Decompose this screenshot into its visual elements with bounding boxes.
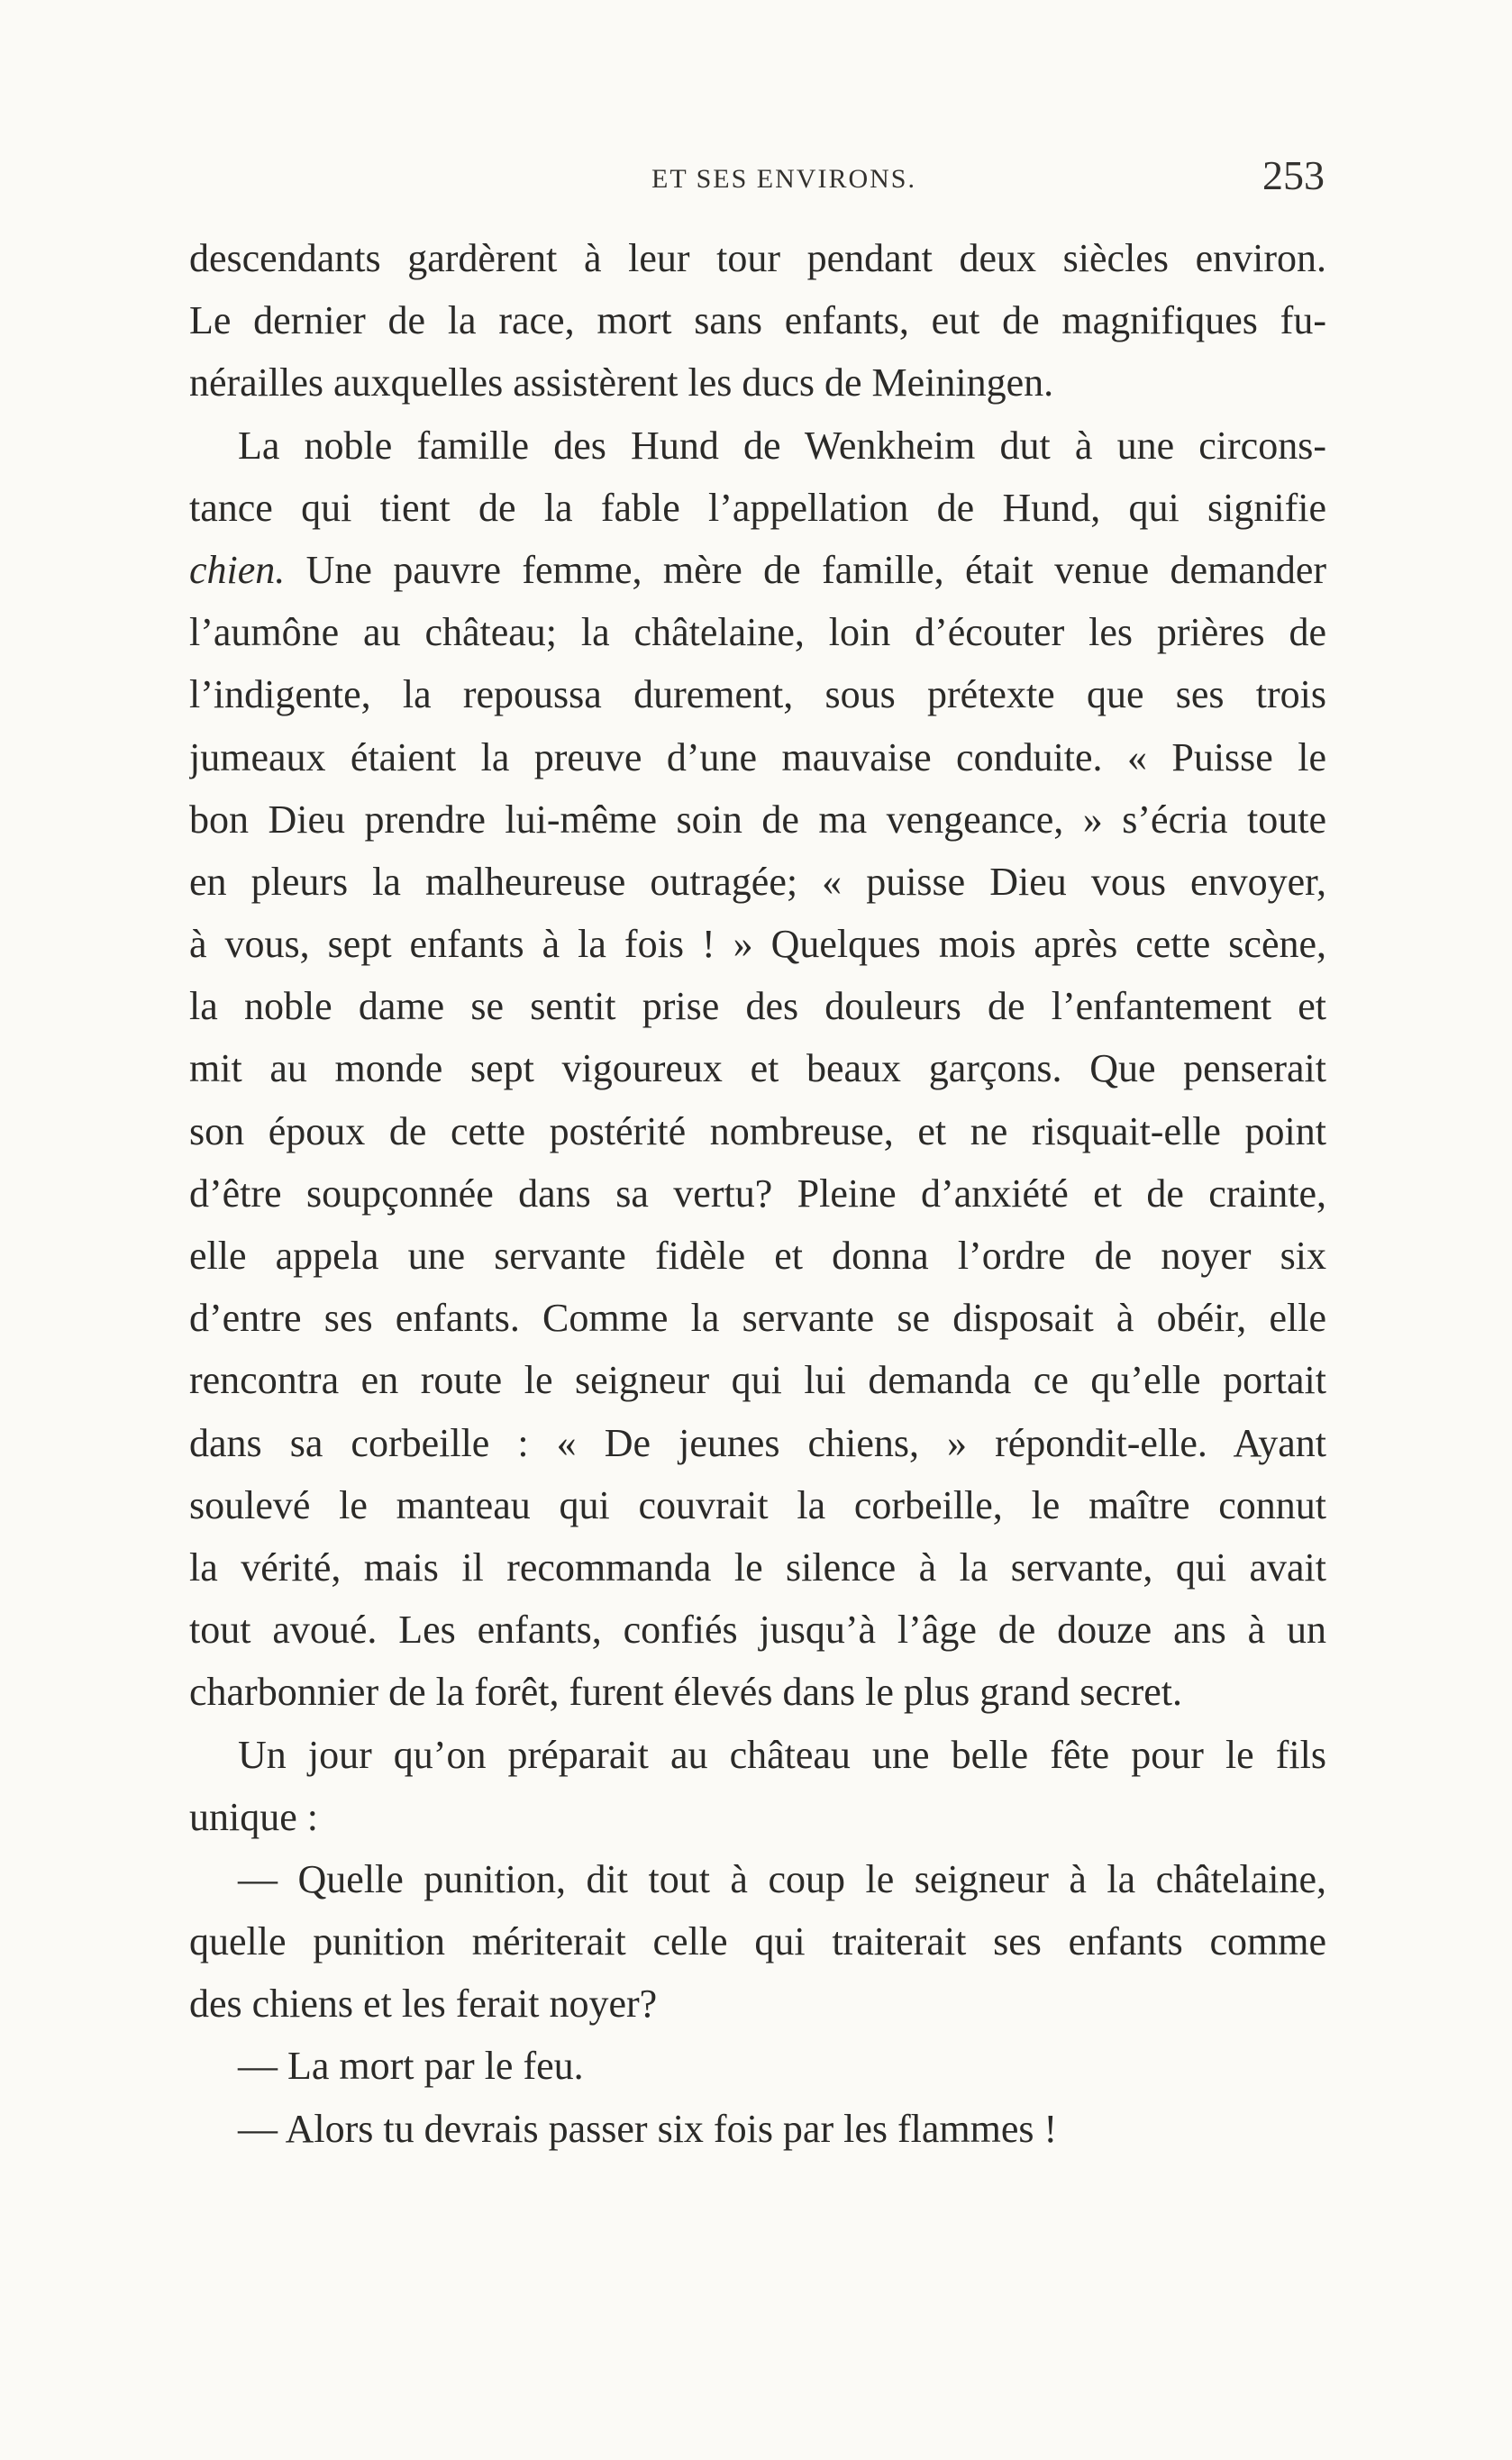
body-text xyxy=(189,227,1326,2160)
italic-word: chien. xyxy=(189,547,286,592)
text-line: quelle punition mériterait celle qui traiterait ses enfants comme xyxy=(189,1919,1326,1964)
text-line: elle appela une servante fidèle et donna l’ordre de noyer six xyxy=(189,1234,1326,1278)
text-line: jumeaux étaient la preuve d’une mauvaise conduite. « Puisse le xyxy=(189,734,1326,779)
text-line: la noble dame se sentit prise des douleurs de l’enfantement et xyxy=(189,984,1326,1029)
text-line: unique : xyxy=(189,1794,318,1839)
running-header xyxy=(189,151,1325,205)
text-line: l’aumône au château; la châtelaine, loin d’écouter les prières de xyxy=(189,610,1326,655)
dialogue-line: — Alors tu devrais passer six fois par les flammes ! xyxy=(238,2106,1058,2151)
dialogue-line: — Quelle punition, dit tout à coup le seigneur à la châtelaine, xyxy=(238,1856,1326,1901)
text-line: La noble famille des Hund de Wenkheim dut à une circons- xyxy=(238,423,1326,468)
text-line-with-italic xyxy=(189,539,1326,601)
text-line: descendants gardèrent à leur tour pendant deux siècles environ. xyxy=(189,236,1326,280)
text-line: son époux de cette postérité nombreuse, et ne risquait-elle point xyxy=(189,1108,1326,1153)
text-line: d’être soupçonnée dans sa vertu? Pleine d’anxiété et de crainte, xyxy=(189,1171,1326,1216)
text-line: la vérité, mais il recommanda le silence à la servante, qui avait xyxy=(189,1544,1326,1590)
text-line: nérailles auxquelles assistèrent les ducs de Meiningen. xyxy=(189,360,1054,405)
running-title: ET SES ENVIRONS. xyxy=(651,164,916,194)
text-line: charbonnier de la forêt, furent élevés dans le plus grand secret. xyxy=(189,1670,1182,1715)
text-line: tout avoué. Les enfants, confiés jusqu’à l’âge de douze ans à un xyxy=(189,1608,1326,1653)
text-line: en pleurs la malheureuse outragée; « puisse Dieu vous envoyer, xyxy=(189,859,1326,904)
text-line: tance qui tient de la fable l’appellation de Hund, qui signifie xyxy=(189,485,1326,530)
text-line: des chiens et les ferait noyer? xyxy=(189,1982,658,2027)
text-line: à vous, sept enfants à la fois ! » Quelques mois après cette scène, xyxy=(189,922,1326,967)
text-line: mit au monde sept vigoureux et beaux garçons. Que penserait xyxy=(189,1046,1326,1091)
text-line: rencontra en route le seigneur qui lui demanda ce qu’elle portait xyxy=(189,1358,1326,1403)
page-number: 253 xyxy=(1262,152,1325,198)
dialogue-line: — La mort par le feu. xyxy=(238,2044,584,2089)
text-line: l’indigente, la repoussa durement, sous prétexte que ses trois xyxy=(189,672,1326,717)
text-line: soulevé le manteau qui couvrait la corbeille, le maître connut xyxy=(189,1482,1326,1527)
text-line: dans sa corbeille : « De jeunes chiens, » répondit-elle. Ayant xyxy=(189,1420,1326,1465)
text-line: Le dernier de la race, mort sans enfants, eut de magnifiques fu- xyxy=(189,298,1326,343)
text-line: Un jour qu’on préparait au château une belle fête pour le fils xyxy=(238,1732,1326,1777)
text-line: d’entre ses enfants. Comme la servante se disposait à obéir, elle xyxy=(189,1296,1326,1341)
text-line-rest: Une pauvre femme, mère de famille, était venue demander xyxy=(305,547,1326,592)
text-line: bon Dieu prendre lui-même soin de ma vengeance, » s’écria toute xyxy=(189,797,1326,842)
